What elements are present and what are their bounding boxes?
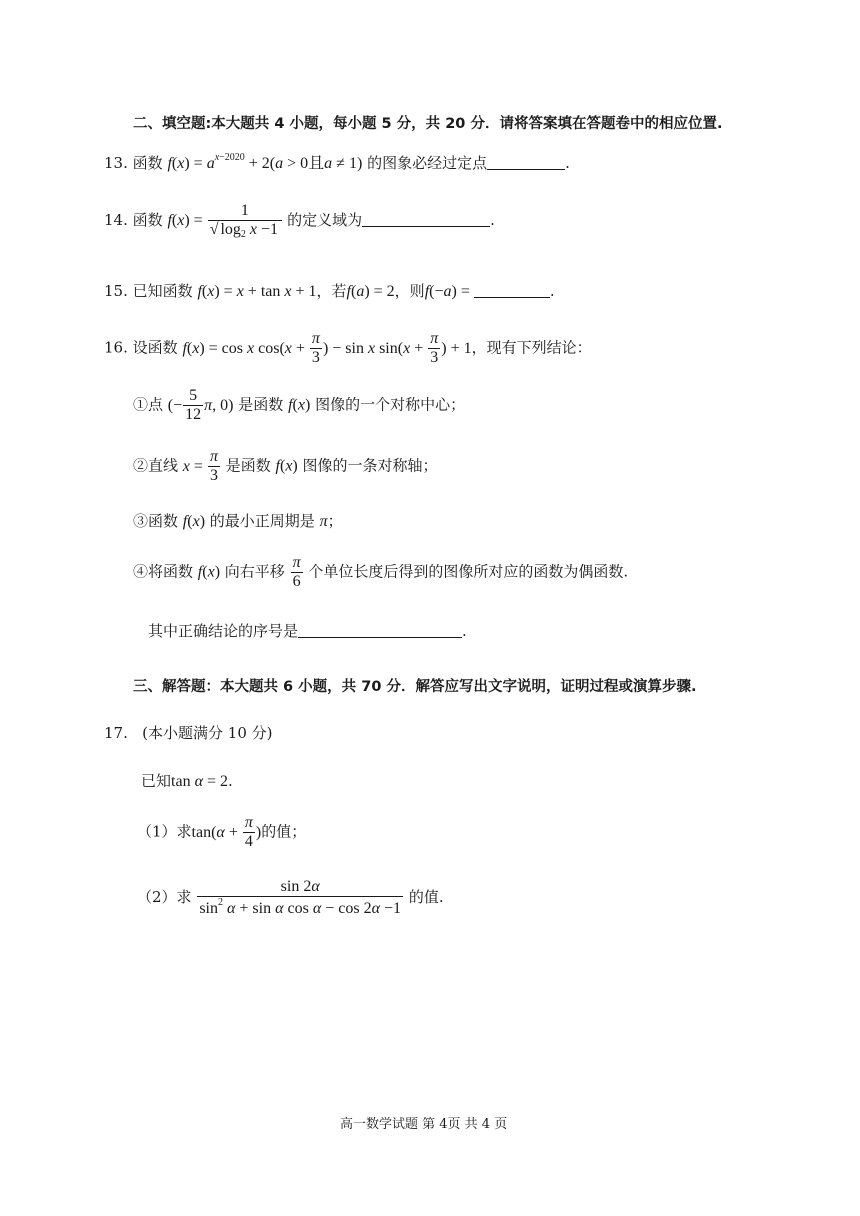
question-text: 设函数 (132, 338, 178, 357)
question-number: 14. (104, 211, 128, 230)
question-13: 13. 函数 $f(x) = a^{x-2020} + 2(a > 0$且a ≠ 1) 的图象必经过定点 . (104, 152, 570, 172)
answer-blank (298, 623, 462, 638)
statement-4: ④将函数 f(x) 向右平移 $\frac{\pi}{6}$ 个单位长度后得到的图像所对应的函数为偶函数. (133, 554, 629, 591)
formula: f(x) = cos x cos(x + $\frac{\pi}{3}$ ) − sin x sin(x + $\frac{\pi}{3}$ ) + 1 (182, 330, 472, 367)
answer-line: 其中正确结论的序号是 . (148, 622, 467, 640)
question-16 (104, 330, 592, 368)
question-text: ，现有下列结论： (471, 338, 592, 357)
question-15: 15. 已知函数 f(x) = x + tan x + 1，若f(a) = 2，则f(−a) = . (104, 282, 555, 300)
statement-1: ①点 (− $\frac{5}{12}$ π, 0) 是函数 f(x) 图像的一个对称中心； (133, 387, 466, 424)
formula: (− $\frac{5}{12}$ π, 0) (167, 387, 234, 424)
answer-blank (487, 155, 565, 170)
question-number: 17. (104, 724, 128, 742)
formula: $\frac{\sin 2\alpha}{\sin^2 \alpha + \sin \alpha \cos \alpha - \cos 2\alpha -1}$ (199, 878, 402, 918)
question-number: 13. (104, 154, 128, 172)
question-17-part-2: （2）求 $\frac{\sin 2\alpha}{\sin^2 \alpha + \sin \alpha \cos \alpha - \cos 2\alpha -1}$ 的值. (137, 878, 444, 918)
question-text: 已知函数 (132, 282, 193, 300)
question-number: 16. (104, 338, 128, 357)
question-text: 的定义域为 (287, 211, 363, 230)
statement-2: ②直线 x = $\frac{\pi}{3}$ 是函数 f(x) 图像的一条对称轴； (133, 448, 438, 485)
formula: x = $\frac{\pi}{3}$ (182, 448, 218, 485)
question-text: 函数 (132, 211, 163, 230)
question-text: 的图象必经过定点 (367, 154, 488, 172)
question-17-given: 已知tan α = 2. (141, 772, 233, 790)
formula: $f(x) = a^{x-2020} + 2(a > 0$且a ≠ 1) (167, 152, 363, 172)
formula: $\frac{\pi}{6}$ (292, 554, 301, 591)
question-17-header (104, 722, 273, 743)
formula: f(x) = x + tan x + 1 (197, 283, 317, 300)
answer-blank (362, 212, 490, 227)
question-number: 15. (104, 282, 128, 300)
formula: tan(α + $\frac{\pi}{4}$ ) (191, 814, 262, 851)
answer-blank (474, 283, 550, 298)
page-footer: 高一数学试题 第 4页 共 4 页 (340, 1117, 508, 1132)
formula: f(−a) = (424, 283, 474, 300)
formula: f(a) = 2 (346, 283, 395, 300)
statement-3: ③函数 f(x) 的最小正周期是 π； (133, 512, 343, 530)
question-17-part-1: （1）求tan(α + $\frac{\pi}{4}$ )的值； (137, 814, 307, 851)
question-14: 14. 函数 f(x) = $\frac{1}{√ \log_2 x -1}$ 的定义域为 . (104, 202, 495, 241)
score-note: (本小题满分 10 分) (142, 724, 273, 742)
formula: f(x) = $\frac{1}{√ \log_2 x -1}$ (167, 212, 287, 229)
section-3-heading: 三、解答题：本大题共 6 小题，共 70 分．解答应写出文字说明，证明过程或演算步骤. (133, 679, 697, 695)
question-text: 函数 (132, 154, 163, 172)
section-2-heading: 二、填空题:本大题共 4 小题，每小题 5 分，共 20 分．请将答案填在答题卷中的相应位置. (133, 116, 723, 132)
formula: tan α = 2 (171, 773, 228, 790)
